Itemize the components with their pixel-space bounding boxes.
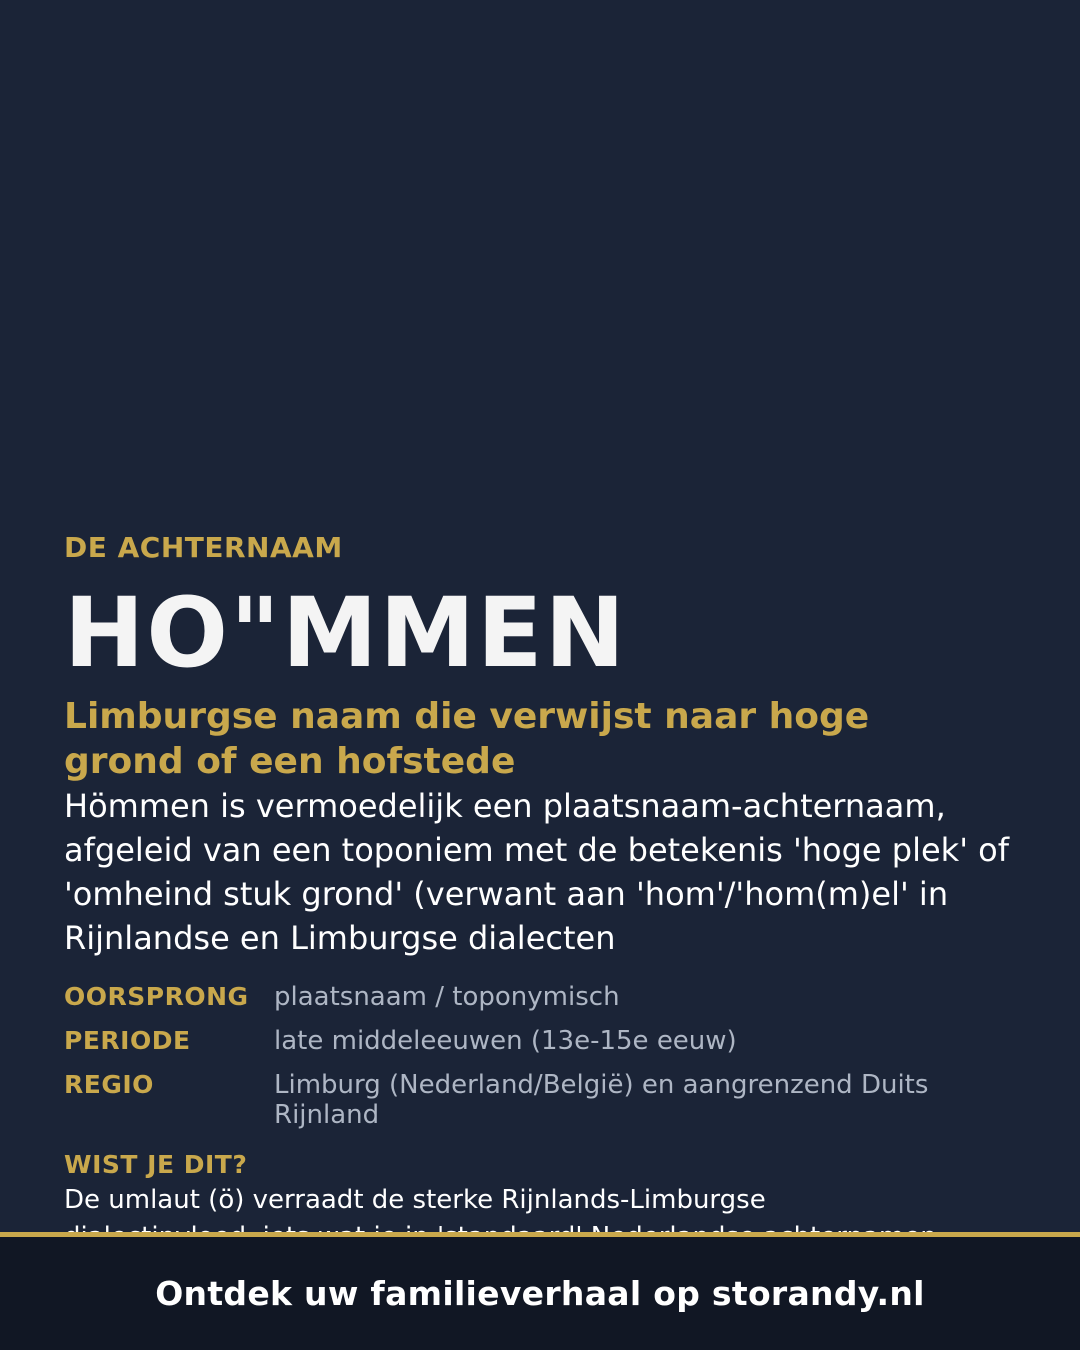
footer-cta-link[interactable]: Ontdek uw familieverhaal op storandy.nl [155, 1273, 925, 1313]
fact-value: late middeleeuwen (13e-15e eeuw) [274, 1026, 737, 1056]
surname-subtitle: Limburgse naam die verwijst naar hoge grond of een hofstede [64, 696, 870, 782]
trivia-label: WIST JE DIT? [64, 1150, 248, 1179]
surname-card [64, 530, 1024, 1254]
fact-value: Limburg (Nederland/België) en aangrenzend Duits Rijnland [274, 1070, 929, 1130]
surname-description: Hömmen is vermoedelijk een plaatsnaam-achternaam, afgeleid van een toponiem met de betekenis 'hoge plek' of 'omheind stuk grond' (verwant aan 'hom'/'hom(m)el' in Rijnlandse en Limburgse dialecten [64, 787, 1010, 957]
fact-label: REGIO [64, 1070, 154, 1099]
surname-title: HO"MMEN [64, 577, 627, 689]
facts-list [64, 982, 1024, 1130]
fact-value: plaatsnaam / toponymisch [274, 982, 620, 1012]
eyebrow-label: DE ACHTERNAAM [64, 531, 343, 564]
fact-row-period [64, 1026, 1024, 1056]
trivia-text-line-1: De umlaut (ö) verraadt de sterke Rijnlands-Limburgse [64, 1185, 766, 1215]
footer-banner [0, 1232, 1080, 1350]
fact-label: OORSPRONG [64, 982, 249, 1011]
fact-row-origin [64, 982, 1024, 1012]
fact-label: PERIODE [64, 1026, 191, 1055]
fact-row-region [64, 1070, 1024, 1130]
